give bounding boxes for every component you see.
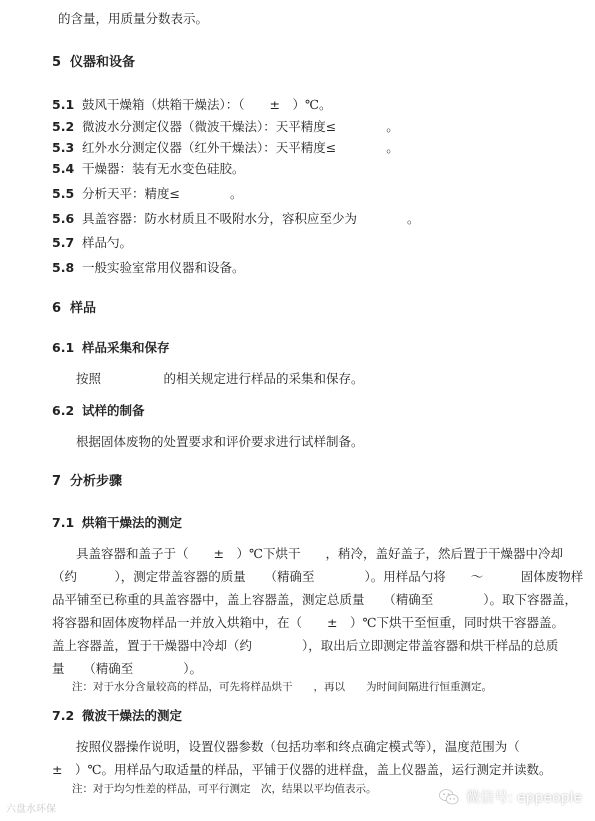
- item-text: 具盖容器：防水材质且不吸附水分，容积应至少为 。: [82, 211, 420, 226]
- watermark-right: [438, 785, 582, 809]
- intro-line: 的含量，用质量分数表示。: [58, 11, 209, 26]
- subsection-title: 样品采集和保存: [82, 340, 170, 355]
- item-number: 5.2: [52, 119, 75, 134]
- note: 注：对于水分含量较高的样品，可先将样品烘干 ，再以 为时间间隔进行恒重测定。: [72, 681, 492, 693]
- section-number: 7: [52, 474, 62, 489]
- item-text: 干燥器：装有无水变色硅胶。: [82, 161, 245, 176]
- section-number: 6: [52, 301, 62, 316]
- paragraph-line: 品平铺至已称重的具盖容器中，盖上容器盖，测定总质量 （精确至 ）。取下容器盖，: [52, 592, 578, 607]
- item-text: 分析天平：精度≤ 。: [82, 186, 243, 201]
- subsection-number: 7.2: [52, 708, 75, 723]
- paragraph-line: 量 （精确至 ）。: [52, 661, 203, 676]
- section-number: 5: [52, 55, 62, 70]
- paragraph-line: 具盖容器和盖子于（ ± ）℃下烘干 ，稍冷，盖好盖子，然后置于干燥器中冷却: [76, 546, 563, 561]
- section-title: 样品: [70, 301, 97, 316]
- paragraph: 按照 的相关规定进行样品的采集和保存。: [76, 371, 364, 386]
- wechat-icon: [438, 786, 460, 808]
- item-number: 5.3: [52, 140, 75, 155]
- item-number: 5.6: [52, 211, 75, 226]
- item-text: 微波水分测定仪器（微波干燥法）：天平精度≤ 。: [82, 119, 399, 134]
- subsection-number: 6.1: [52, 340, 75, 355]
- item-number: 5.7: [52, 235, 75, 250]
- item-text: 鼓风干燥箱（烘箱干燥法）：（ ± ）℃。: [82, 97, 332, 112]
- paragraph-line: 将容器和固体废物样品一并放入烘箱中，在（ ± ）℃下烘干至恒重，同时烘干容器盖。: [52, 615, 564, 630]
- item-number: 5.8: [52, 260, 75, 275]
- section-title: 分析步骤: [70, 474, 123, 489]
- note: 注：对于均匀性差的样品，可平行测定 次，结果以平均值表示。: [72, 783, 377, 795]
- subsection-title: 微波干燥法的测定: [82, 708, 183, 723]
- paragraph-line: 按照仪器操作说明，设置仪器参数（包括功率和终点确定模式等），温度范围为（: [76, 739, 520, 754]
- item-number: 5.4: [52, 161, 75, 176]
- paragraph-line: 盖上容器盖，置于干燥器中冷却（约 ），取出后立即测定带盖容器和烘干样品的总质: [52, 638, 559, 653]
- watermark-right-text: 微信号: eppeople: [466, 790, 583, 806]
- item-number: 5.5: [52, 186, 75, 201]
- subsection-title: 试样的制备: [82, 403, 145, 418]
- paragraph-line: （约 ），测定带盖容器的质量 （精确至 ）。用样品勺将 ～ 固体废物样: [52, 569, 584, 584]
- section-title: 仪器和设备: [70, 55, 136, 70]
- subsection-title: 烘箱干燥法的测定: [82, 515, 183, 530]
- item-text: 一般实验室常用仪器和设备。: [82, 260, 245, 275]
- item-text: 样品勺。: [82, 235, 133, 250]
- watermark-left: 六盘水环保: [6, 804, 56, 815]
- subsection-number: 6.2: [52, 403, 75, 418]
- subsection-number: 7.1: [52, 515, 75, 530]
- item-number: 5.1: [52, 97, 75, 112]
- paragraph: 根据固体废物的处置要求和评价要求进行试样制备。: [76, 434, 364, 449]
- paragraph-line: ± ）℃。用样品勺取适量的样品，平铺于仪器的进样盘，盖上仪器盖，运行测定并读数。: [52, 762, 552, 777]
- item-text: 红外水分测定仪器（红外干燥法）：天平精度≤ 。: [82, 140, 399, 155]
